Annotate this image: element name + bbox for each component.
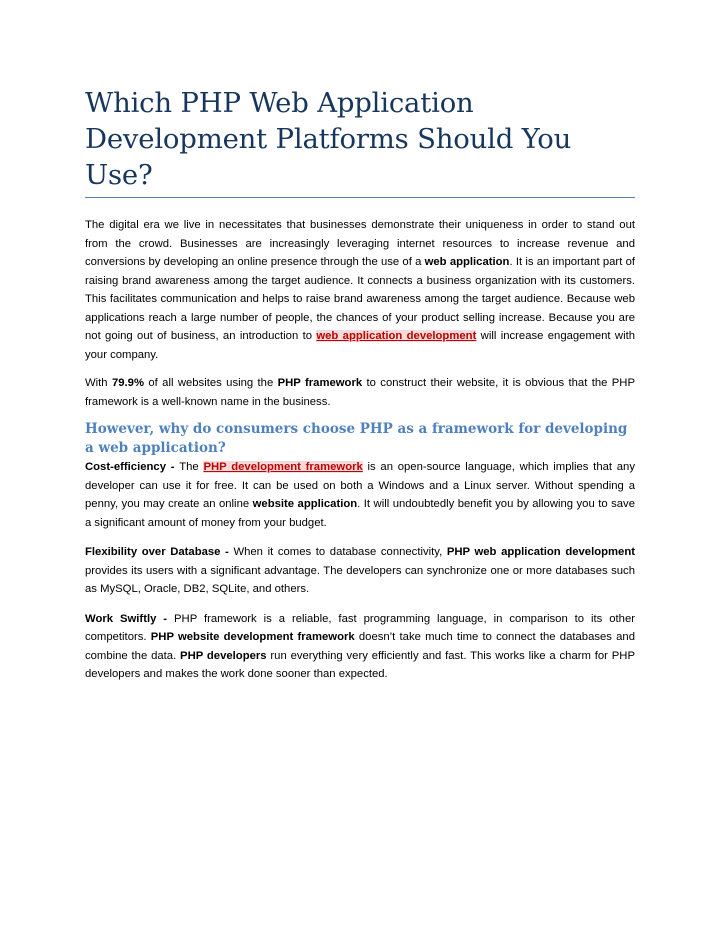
stats-bold-percent: 79.9%	[111, 377, 145, 389]
swift-bold-php-developers: PHP developers	[180, 649, 267, 662]
flex-text-1: When it comes to database connectivity,	[233, 546, 447, 558]
intro-text-2: . It is an important part of raising brand awareness among the target audience. It connects a business organization with its customers. This facilitates communication and helps to raise brand awareness among the target audience. Because web applications reach a large number of people, the chances of your product selling increase. Because you are not going out of business, an introduction to	[85, 256, 635, 342]
section-subheading: However, why do consumers choose PHP as a framework for developing a web application?	[85, 421, 628, 456]
flexibility-paragraph	[85, 543, 635, 599]
work-swiftly-label: Work Swiftly -	[85, 612, 175, 625]
flexibility-label: Flexibility over Database -	[85, 546, 234, 558]
cost-efficiency-paragraph	[85, 458, 635, 532]
document-content	[85, 85, 635, 684]
stats-text-1: With	[85, 377, 112, 389]
cost-text-2: is an open-source language, which implies that any developer can use it for free. It can be used on both a Windows and a Linux server. Without spending a penny, you may create an online	[85, 461, 635, 510]
php-development-framework-link[interactable]: PHP development framework	[203, 461, 363, 473]
flex-text-2: provides its users with a significant advantage. The developers can synchronize one or more databases such as MySQL, Oracle, DB2, SQLite, and others.	[85, 564, 635, 595]
cost-text-1: The	[179, 461, 204, 473]
stats-paragraph	[85, 374, 635, 411]
swift-text-1: PHP framework is a reliable, fast programming language, in comparison to its other competitors.	[85, 612, 635, 643]
cost-text-3: . It will undoubtedly benefit you by allowing you to save a significant amount of money from your budget.	[85, 498, 635, 529]
work-swiftly-paragraph	[85, 610, 635, 684]
swift-bold-php-website-framework: PHP website development framework	[150, 631, 355, 643]
swift-text-3: run everything very efficiently and fast. This works like a charm for PHP developers and makes the work done sooner than expected.	[85, 649, 635, 680]
stats-text-2: of all websites using the	[144, 377, 278, 389]
stats-bold-php-framework: PHP framework	[277, 377, 363, 389]
web-application-development-link[interactable]: web application development	[316, 330, 477, 342]
cost-efficiency-label: Cost-efficiency -	[85, 461, 180, 473]
document-title: Which PHP Web Application Development Platforms Should You Use?	[85, 85, 635, 198]
intro-text-3: will increase engagement with your company.	[85, 330, 635, 361]
intro-paragraph	[85, 216, 635, 364]
cost-bold-website-application: website application	[252, 498, 358, 510]
swift-text-2: doesn’t take much time to connect the databases and combine the data.	[85, 631, 635, 662]
flex-bold-php-web-app-dev: PHP web application development	[446, 546, 636, 558]
intro-bold-web-application: web application	[424, 256, 510, 268]
intro-text-1: The digital era we live in necessitates that businesses demonstrate their uniqueness in order to stand out from the crowd. Businesses are increasingly leveraging internet resources to increase revenue and conversions by developing an online presence through the use of a	[85, 219, 635, 268]
stats-text-3: to construct their website, it is obvious that the PHP framework is a well-known name in the business.	[85, 377, 635, 408]
